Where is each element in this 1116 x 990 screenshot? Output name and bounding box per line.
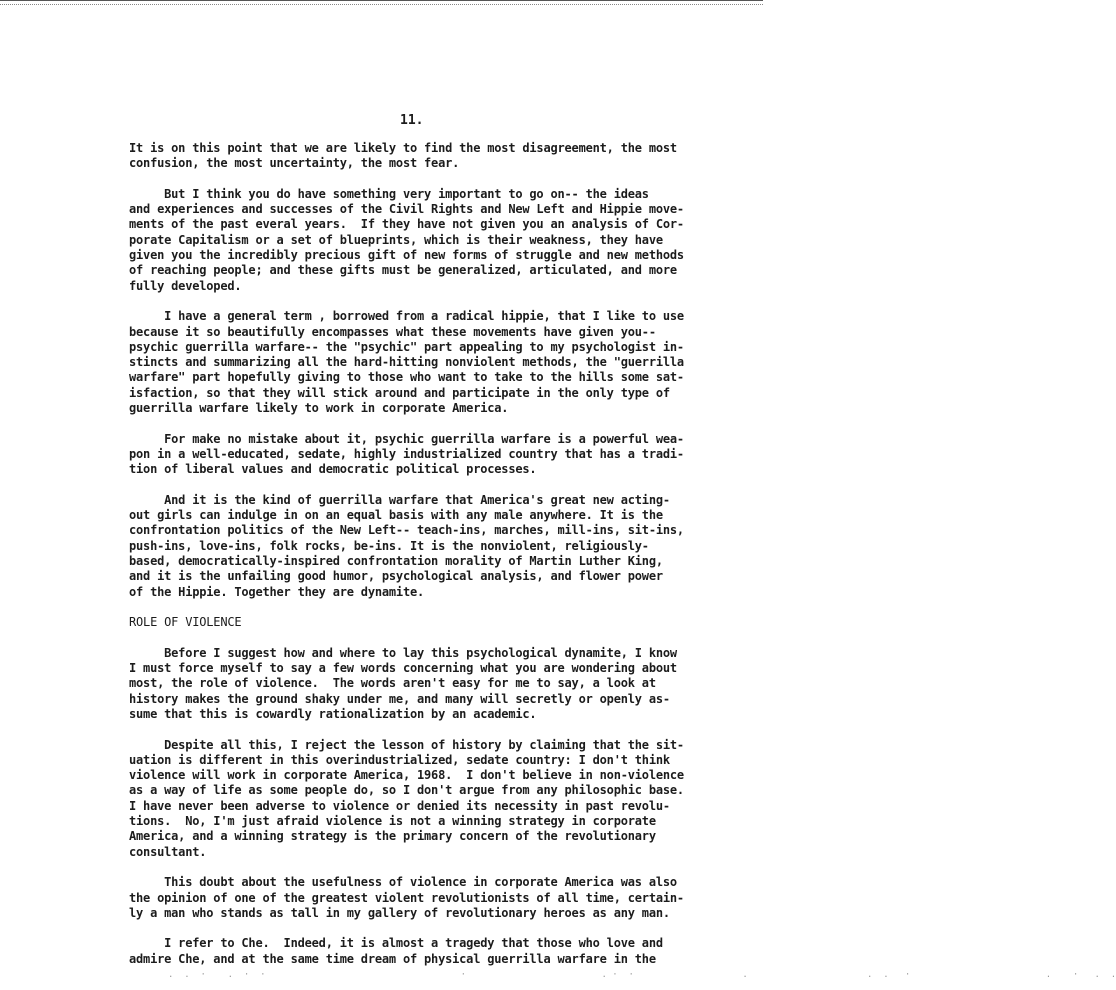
paragraph-1: It is on this point that we are likely to find the most disagreement, the most confusion, the most uncertainty, the most fear. [129,141,677,171]
page-top-edge-rule [0,0,763,5]
document-body [129,141,729,967]
paragraph-4: For make no mistake about it, psychic guerrilla warfare is a powerful wea- pon in a well-educated, sedate, highly industrialized country that has a tradi- tion of liberal values and democratic political processes. [129,431,684,477]
scan-specks: . . · . · · · . · · . . . · . · . . [0,970,1116,980]
section-paragraph-3: This doubt about the usefulness of violence in corporate America was also the opinion of one of the greatest violent revolutionists of all time, certain- ly a man who stands as tall in my gallery of revolutionary heroes as any man. [129,875,684,920]
section-heading: ROLE OF VIOLENCE [129,615,242,630]
section-paragraph-4: I refer to Che. Indeed, it is almost a tragedy that those who love and admire Che, and at the same time dream of physical guerrilla warfare in the [129,936,663,966]
paragraph-3: I have a general term , borrowed from a radical hippie, that I like to use because it so beautifully encompasses what these movements have given you-- psychic guerrilla warfare-- the "psychic" part appealing to my psychologist in- stincts and summarizing all the hard-hitting nonviolent methods, the "guerrilla warfare" part hopefully giving to those who want to take to the hills some sat- isfaction, so that they will stick around and participate in the only type of guerrilla warfare likely to work in corporate America. [129,309,684,416]
paragraph-2: But I think you do have something very important to go on-- the ideas and experiences and successes of the Civil Rights and New Left and Hippie move- ments of the past everal years. If they have not given you an analysis of Cor- porate Capitalism or a set of blueprints, which is their weakness, they have given you the incredibly precious gift of new forms of struggle and new methods of reaching people; and these gifts must be generalized, articulated, and more fully developed. [129,186,684,293]
section-paragraph-2: Despite all this, I reject the lesson of history by claiming that the sit- uation is different in this overindustrialized, sedate country: I don't think violence will work in corporate America, 1968. I don't believe in non-violence as a way of life as some people do, so I don't argue from any philosophic base. I have never been adverse to violence or denied its necessity in past revolu- tions. No, I'm just afraid violence is not a winning strategy in corporate America, and a winning strategy is the primary concern of the revolutionary consultant. [129,737,684,859]
page-number: 11. [400,113,424,128]
section-paragraph-1: Before I suggest how and where to lay this psychological dynamite, I know I must force myself to say a few words concerning what you are wondering about most, the role of violence. The words aren't easy for me to say, a look at history makes the ground shaky under me, and many will secretly or openly as- sume that this is cowardly rationalization by an academic. [129,645,677,721]
paragraph-5: And it is the kind of guerrilla warfare that America's great new acting- out girls can indulge in on an equal basis with any male anywhere. It is the confrontation politics of the New Left-- teach-ins, marches, mill-ins, sit-ins, push-ins, love-ins, folk rocks, be-ins. It is the nonviolent, religiously- based, democratically-inspired confrontation morality of Martin Luther King, and it is the unfailing good humor, psychological analysis, and flower power of the Hippie. Together they are dynamite. [129,492,684,599]
